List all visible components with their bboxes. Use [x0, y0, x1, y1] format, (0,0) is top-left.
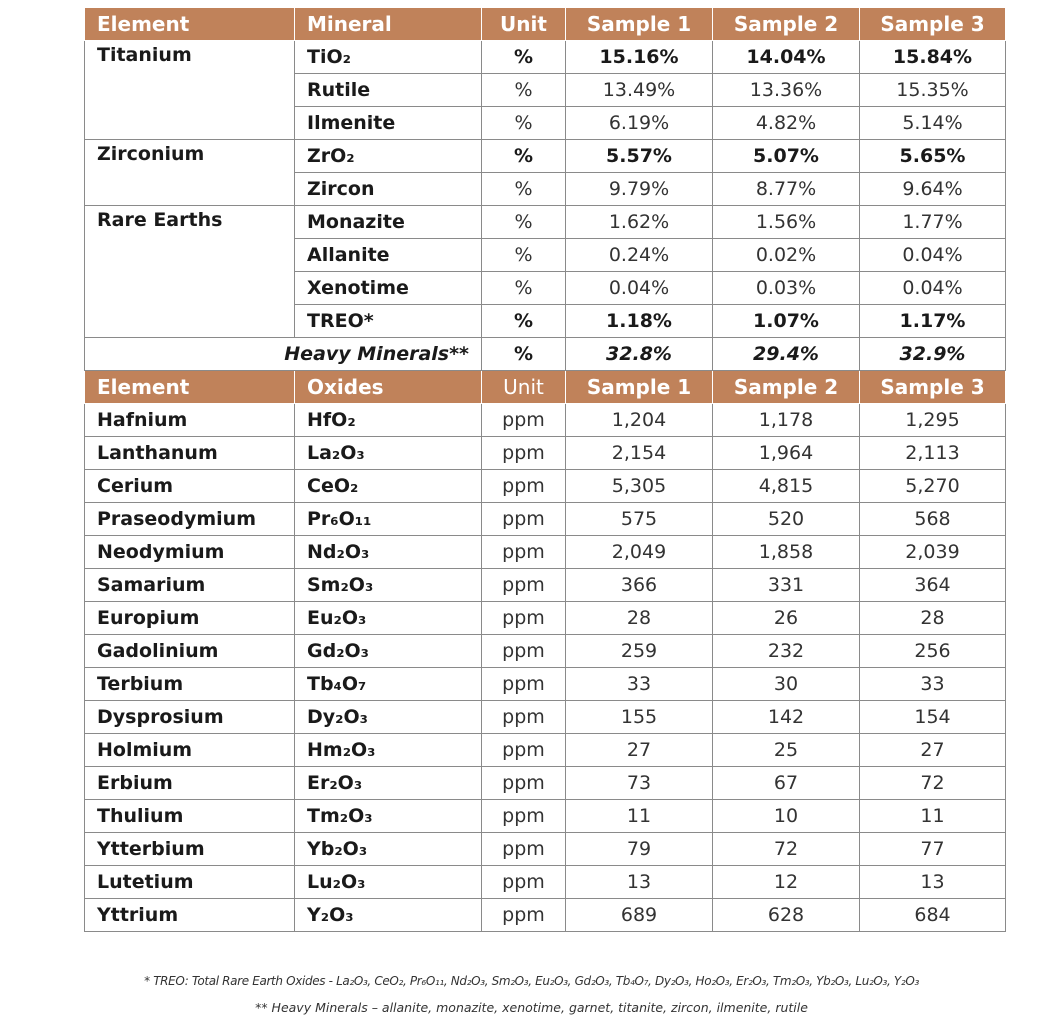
oxide-cell: Dy₂O₃	[295, 701, 482, 734]
sample-1-value: 155	[566, 701, 713, 734]
sample-2-value: 13.36%	[713, 74, 860, 107]
element-cell: Holmium	[85, 734, 295, 767]
sample-2-value: 4.82%	[713, 107, 860, 140]
element-cell: Yttrium	[85, 899, 295, 932]
oxide-cell: Tm₂O₃	[295, 800, 482, 833]
column-header-sample-2: Sample 2	[713, 371, 860, 404]
oxide-cell: La₂O₃	[295, 437, 482, 470]
sample-2-value: 10	[713, 800, 860, 833]
column-header-sample-1: Sample 1	[566, 371, 713, 404]
mineral-cell: Monazite	[295, 206, 482, 239]
sample-3-value: 256	[860, 635, 1006, 668]
sample-3-value: 568	[860, 503, 1006, 536]
sample-3-value: 154	[860, 701, 1006, 734]
footnote-treo: * TREO: Total Rare Earth Oxides - La₂O₃, CeO₂, Pr₆O₁₁, Nd₂O₃, Sm₂O₃, Eu₂O₃, Gd₂O₃, Tb₄O₇, Dy₂O₃, Ho₂O₃, Er₂O₃, Tm₂O₃, Yb₂O₃, Lu₂O₃, Y₂O₃	[144, 974, 919, 988]
sample-1-value: 0.24%	[566, 239, 713, 272]
mineral-cell: Zircon	[295, 173, 482, 206]
sample-1-value: 689	[566, 899, 713, 932]
table-row	[85, 239, 1006, 272]
sample-2-value: 520	[713, 503, 860, 536]
mineral-cell: ZrO₂	[295, 140, 482, 173]
sample-1-value: 33	[566, 668, 713, 701]
table-row	[85, 602, 1006, 635]
sample-1-value: 5.57%	[566, 140, 713, 173]
unit-cell: %	[482, 338, 566, 371]
unit-cell: ppm	[482, 536, 566, 569]
oxide-cell: Lu₂O₃	[295, 866, 482, 899]
sample-3-value: 72	[860, 767, 1006, 800]
table-row	[85, 866, 1006, 899]
mineral-cell: TiO₂	[295, 41, 482, 74]
sample-2-value: 0.02%	[713, 239, 860, 272]
assay-table-body	[85, 8, 1006, 932]
heavy-minerals-label: Heavy Minerals**	[85, 338, 482, 371]
unit-cell: %	[482, 173, 566, 206]
oxide-cell: HfO₂	[295, 404, 482, 437]
sample-2-value: 331	[713, 569, 860, 602]
element-cell: Gadolinium	[85, 635, 295, 668]
sample-1-value: 1.62%	[566, 206, 713, 239]
unit-cell: %	[482, 107, 566, 140]
unit-cell: ppm	[482, 668, 566, 701]
sample-3-value: 0.04%	[860, 272, 1006, 305]
sample-3-value: 5.65%	[860, 140, 1006, 173]
element-cell: Europium	[85, 602, 295, 635]
sample-3-value: 5.14%	[860, 107, 1006, 140]
sample-1-value: 13	[566, 866, 713, 899]
column-header-sample-2: Sample 2	[713, 8, 860, 41]
table-row	[85, 140, 1006, 173]
unit-cell: ppm	[482, 437, 566, 470]
table2-header-row	[85, 371, 1006, 404]
sample-2-value: 1.07%	[713, 305, 860, 338]
oxide-cell: Eu₂O₃	[295, 602, 482, 635]
oxide-cell: Yb₂O₃	[295, 833, 482, 866]
sample-1-value: 28	[566, 602, 713, 635]
unit-cell: ppm	[482, 701, 566, 734]
unit-cell: ppm	[482, 470, 566, 503]
unit-cell: %	[482, 272, 566, 305]
table-row	[85, 899, 1006, 932]
sample-1-value: 5,305	[566, 470, 713, 503]
sample-3-value: 5,270	[860, 470, 1006, 503]
sample-3-value: 364	[860, 569, 1006, 602]
mineral-cell: Xenotime	[295, 272, 482, 305]
element-cell-empty	[85, 74, 295, 107]
sample-3-value: 15.84%	[860, 41, 1006, 74]
sample-2-value: 1,964	[713, 437, 860, 470]
mineral-cell: Rutile	[295, 74, 482, 107]
sample-1-value: 15.16%	[566, 41, 713, 74]
element-cell-empty	[85, 239, 295, 272]
sample-3-value: 32.9%	[860, 338, 1006, 371]
oxide-cell: Gd₂O₃	[295, 635, 482, 668]
element-cell: Dysprosium	[85, 701, 295, 734]
sample-1-value: 259	[566, 635, 713, 668]
column-header-sample-3: Sample 3	[860, 8, 1006, 41]
oxide-cell: Tb₄O₇	[295, 668, 482, 701]
mineral-cell: TREO*	[295, 305, 482, 338]
sample-1-value: 6.19%	[566, 107, 713, 140]
sample-2-value: 5.07%	[713, 140, 860, 173]
unit-cell: ppm	[482, 767, 566, 800]
sample-1-value: 2,154	[566, 437, 713, 470]
sample-1-value: 575	[566, 503, 713, 536]
table1-header-row	[85, 8, 1006, 41]
unit-cell: ppm	[482, 833, 566, 866]
element-cell: Terbium	[85, 668, 295, 701]
sample-1-value: 11	[566, 800, 713, 833]
table-row	[85, 41, 1006, 74]
sample-2-value: 12	[713, 866, 860, 899]
table-row	[85, 701, 1006, 734]
sample-2-value: 142	[713, 701, 860, 734]
sample-2-value: 1,178	[713, 404, 860, 437]
sample-2-value: 8.77%	[713, 173, 860, 206]
unit-cell: ppm	[482, 569, 566, 602]
column-header-unit: Unit	[482, 8, 566, 41]
oxide-cell: Nd₂O₃	[295, 536, 482, 569]
element-cell: Cerium	[85, 470, 295, 503]
oxide-cell: Sm₂O₃	[295, 569, 482, 602]
element-cell: Thulium	[85, 800, 295, 833]
element-cell: Zirconium	[85, 140, 295, 173]
table-row	[85, 767, 1006, 800]
footnote-heavy-minerals: ** Heavy Minerals – allanite, monazite, xenotime, garnet, titanite, zircon, ilmenite, rutile	[255, 1000, 808, 1015]
column-header-element: Element	[85, 371, 295, 404]
sample-1-value: 13.49%	[566, 74, 713, 107]
sample-2-value: 14.04%	[713, 41, 860, 74]
table-row	[85, 470, 1006, 503]
sample-3-value: 1,295	[860, 404, 1006, 437]
element-cell: Lutetium	[85, 866, 295, 899]
sample-3-value: 13	[860, 866, 1006, 899]
heavy-minerals-row	[85, 338, 1006, 371]
sample-3-value: 2,113	[860, 437, 1006, 470]
sample-3-value: 684	[860, 899, 1006, 932]
sample-2-value: 1,858	[713, 536, 860, 569]
assay-results-table	[84, 7, 1006, 932]
sample-3-value: 0.04%	[860, 239, 1006, 272]
table-row	[85, 503, 1006, 536]
sample-2-value: 628	[713, 899, 860, 932]
sample-1-value: 27	[566, 734, 713, 767]
table-row	[85, 272, 1006, 305]
table-row	[85, 206, 1006, 239]
sample-3-value: 11	[860, 800, 1006, 833]
sample-2-value: 72	[713, 833, 860, 866]
sample-1-value: 0.04%	[566, 272, 713, 305]
table-row	[85, 173, 1006, 206]
element-cell: Praseodymium	[85, 503, 295, 536]
sample-1-value: 79	[566, 833, 713, 866]
table-row	[85, 536, 1006, 569]
unit-cell: ppm	[482, 602, 566, 635]
table-row	[85, 734, 1006, 767]
sample-1-value: 366	[566, 569, 713, 602]
table-row	[85, 107, 1006, 140]
sample-1-value: 73	[566, 767, 713, 800]
sample-2-value: 232	[713, 635, 860, 668]
sample-2-value: 25	[713, 734, 860, 767]
oxide-cell: Hm₂O₃	[295, 734, 482, 767]
column-header-unit: Unit	[482, 371, 566, 404]
sample-1-value: 32.8%	[566, 338, 713, 371]
element-cell: Rare Earths	[85, 206, 295, 239]
table-row	[85, 404, 1006, 437]
unit-cell: ppm	[482, 635, 566, 668]
element-cell-empty	[85, 107, 295, 140]
oxide-cell: Er₂O₃	[295, 767, 482, 800]
column-header-sample-3: Sample 3	[860, 371, 1006, 404]
unit-cell: ppm	[482, 866, 566, 899]
unit-cell: %	[482, 206, 566, 239]
unit-cell: %	[482, 305, 566, 338]
column-header-mineral: Oxides	[295, 371, 482, 404]
sample-2-value: 0.03%	[713, 272, 860, 305]
sample-3-value: 1.17%	[860, 305, 1006, 338]
element-cell: Titanium	[85, 41, 295, 74]
sample-3-value: 1.77%	[860, 206, 1006, 239]
element-cell: Samarium	[85, 569, 295, 602]
table-row	[85, 74, 1006, 107]
mineral-cell: Allanite	[295, 239, 482, 272]
element-cell-empty	[85, 173, 295, 206]
unit-cell: %	[482, 41, 566, 74]
element-cell: Lanthanum	[85, 437, 295, 470]
unit-cell: ppm	[482, 734, 566, 767]
sample-1-value: 1,204	[566, 404, 713, 437]
oxide-cell: Pr₆O₁₁	[295, 503, 482, 536]
element-cell-empty	[85, 272, 295, 305]
table-row	[85, 437, 1006, 470]
sample-3-value: 2,039	[860, 536, 1006, 569]
element-cell-empty	[85, 305, 295, 338]
table-row	[85, 569, 1006, 602]
unit-cell: ppm	[482, 899, 566, 932]
sample-3-value: 77	[860, 833, 1006, 866]
sample-2-value: 1.56%	[713, 206, 860, 239]
element-cell: Hafnium	[85, 404, 295, 437]
column-header-sample-1: Sample 1	[566, 8, 713, 41]
sample-3-value: 28	[860, 602, 1006, 635]
unit-cell: ppm	[482, 404, 566, 437]
sample-2-value: 4,815	[713, 470, 860, 503]
sample-1-value: 1.18%	[566, 305, 713, 338]
unit-cell: %	[482, 140, 566, 173]
sample-3-value: 27	[860, 734, 1006, 767]
element-cell: Neodymium	[85, 536, 295, 569]
sample-2-value: 67	[713, 767, 860, 800]
oxide-cell: CeO₂	[295, 470, 482, 503]
sample-1-value: 2,049	[566, 536, 713, 569]
oxide-cell: Y₂O₃	[295, 899, 482, 932]
table-row	[85, 668, 1006, 701]
sample-3-value: 15.35%	[860, 74, 1006, 107]
sample-2-value: 30	[713, 668, 860, 701]
sample-2-value: 29.4%	[713, 338, 860, 371]
unit-cell: %	[482, 239, 566, 272]
sample-2-value: 26	[713, 602, 860, 635]
sample-3-value: 33	[860, 668, 1006, 701]
table-row	[85, 305, 1006, 338]
sample-1-value: 9.79%	[566, 173, 713, 206]
table-row	[85, 800, 1006, 833]
table-row	[85, 833, 1006, 866]
mineral-cell: Ilmenite	[295, 107, 482, 140]
sample-3-value: 9.64%	[860, 173, 1006, 206]
unit-cell: ppm	[482, 800, 566, 833]
element-cell: Ytterbium	[85, 833, 295, 866]
column-header-element: Element	[85, 8, 295, 41]
unit-cell: ppm	[482, 503, 566, 536]
unit-cell: %	[482, 74, 566, 107]
column-header-mineral: Mineral	[295, 8, 482, 41]
element-cell: Erbium	[85, 767, 295, 800]
table-row	[85, 635, 1006, 668]
